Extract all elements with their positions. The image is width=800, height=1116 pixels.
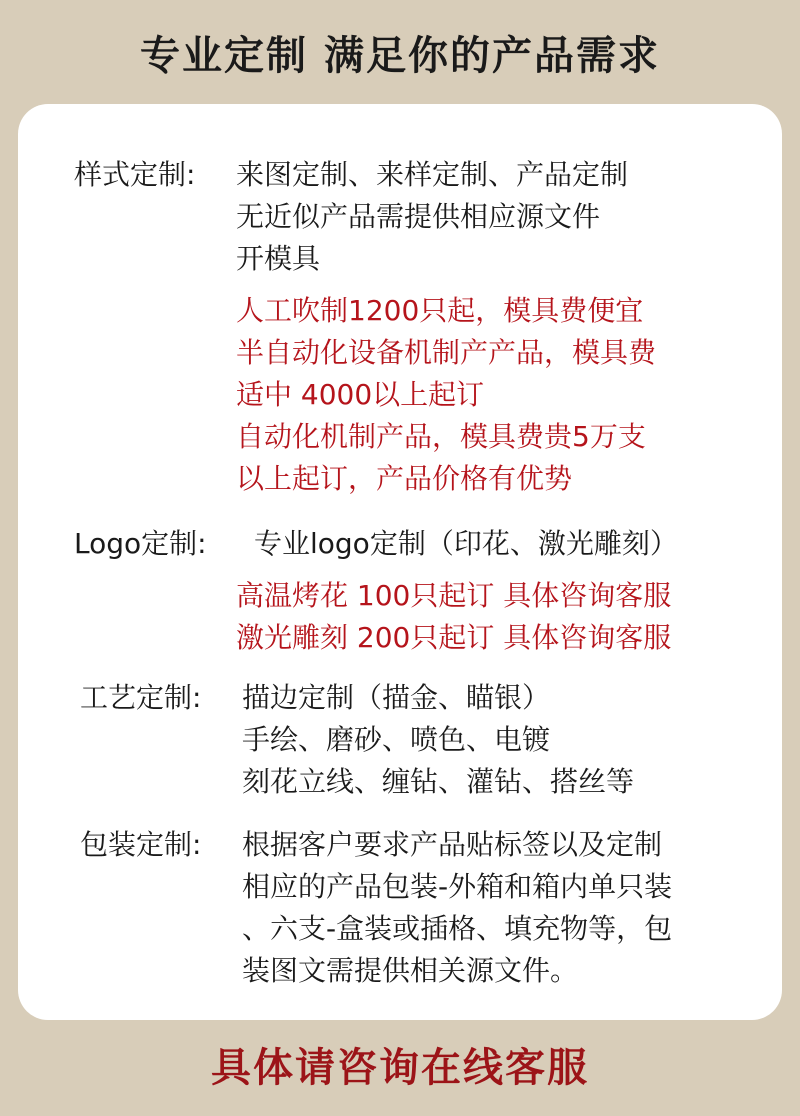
- packaging-line-3: 、六支-盒装或插格、填充物等，包: [242, 912, 673, 945]
- logo-line-1: 专业logo定制（印花、激光雕刻）: [254, 527, 678, 560]
- craft-line-2: 手绘、磨砂、喷色、电镀: [242, 723, 551, 756]
- content-card: [18, 104, 782, 1020]
- style-note-2: 半自动化设备机制产产品，模具费: [236, 336, 657, 369]
- logo-customization-label: Logo定制:: [74, 527, 207, 560]
- style-line-1: 来图定制、来样定制、产品定制: [236, 158, 629, 191]
- craft-line-3: 刻花立线、缠钻、灌钻、搭丝等: [242, 765, 635, 798]
- style-note-3: 适中 4000以上起订: [236, 378, 485, 411]
- page-title: 专业定制 满足你的产品需求: [140, 32, 660, 79]
- style-note-5: 以上起订，产品价格有优势: [236, 462, 573, 495]
- packaging-line-4: 装图文需提供相关源文件。: [242, 954, 579, 987]
- style-line-3: 开模具: [236, 242, 321, 275]
- logo-note-2: 激光雕刻 200只起订 具体咨询客服: [236, 621, 672, 654]
- style-note-4: 自动化机制产品，模具费贵5万支: [236, 420, 646, 453]
- logo-note-1: 高温烤花 100只起订 具体咨询客服: [236, 579, 672, 612]
- packaging-customization-section: [80, 824, 672, 992]
- packaging-line-2: 相应的产品包装-外箱和箱内单只装: [242, 870, 673, 903]
- style-customization-section: [74, 154, 656, 500]
- contact-footer: 具体请咨询在线客服: [211, 1044, 589, 1091]
- style-line-2: 无近似产品需提供相应源文件: [236, 200, 601, 233]
- style-note-1: 人工吹制1200只起，模具费便宜: [236, 294, 644, 327]
- logo-customization-section: [74, 523, 678, 659]
- packaging-customization-label: 包装定制:: [80, 828, 202, 861]
- style-customization-label: 样式定制:: [74, 158, 196, 191]
- craft-line-1: 描边定制（描金、瞄银）: [242, 681, 551, 714]
- packaging-line-1: 根据客户要求产品贴标签以及定制: [242, 828, 663, 861]
- craft-customization-section: [80, 677, 634, 803]
- craft-customization-label: 工艺定制:: [80, 681, 202, 714]
